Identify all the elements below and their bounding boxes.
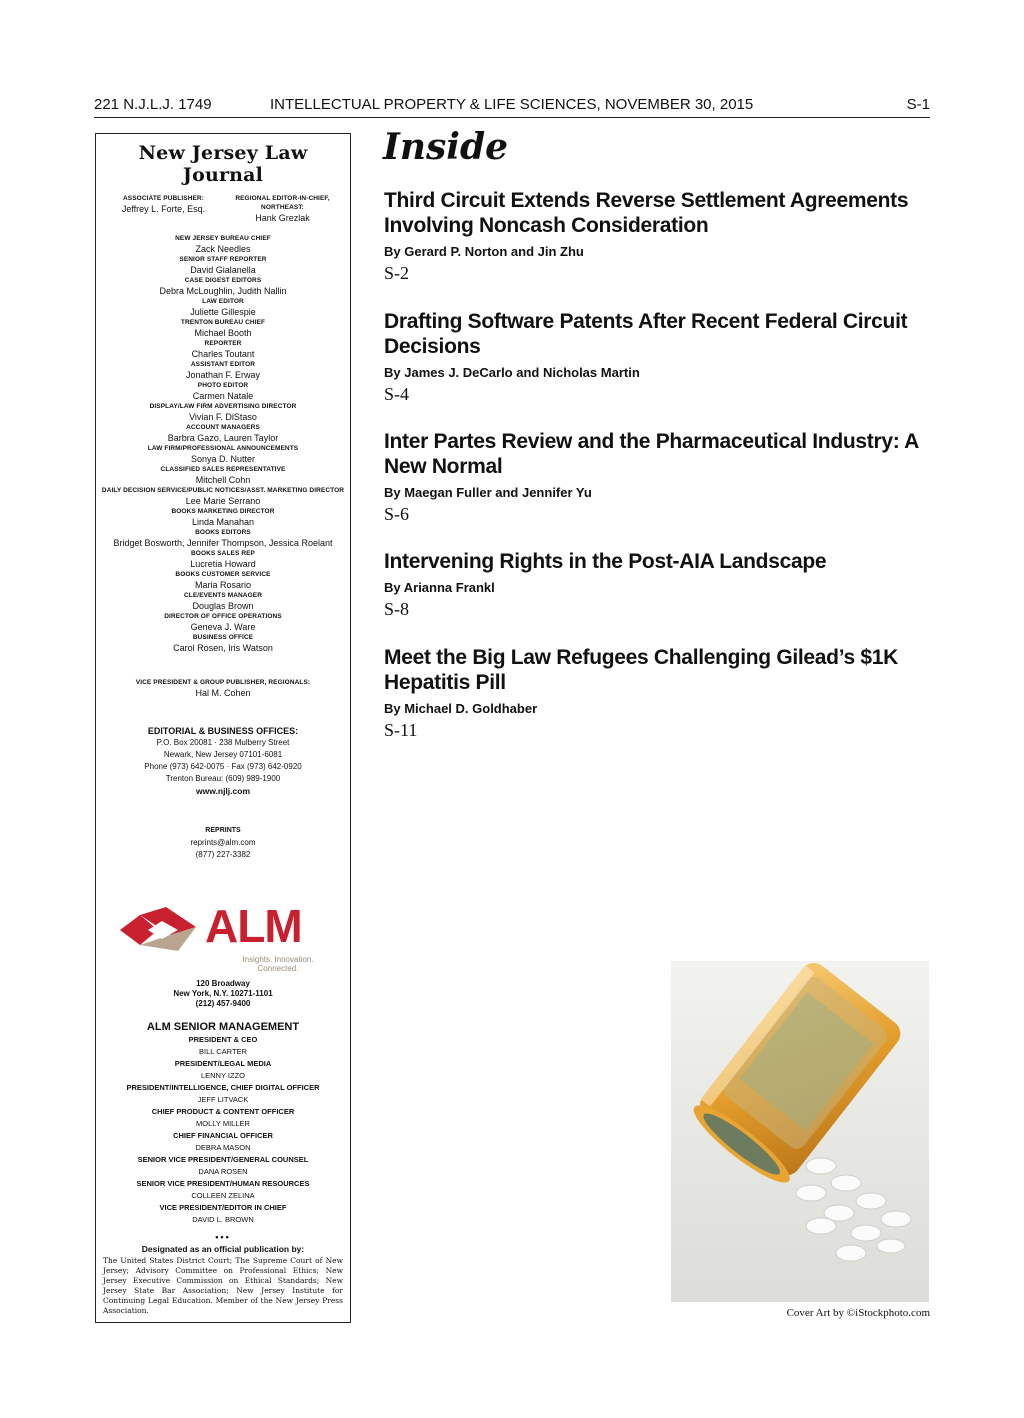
alm-address-line: 120 Broadway: [196, 979, 250, 988]
offices-heading: EDITORIAL & BUSINESS OFFICES:: [147, 726, 299, 736]
alm-address: [96, 979, 350, 1009]
staff-role: BOOKS EDITORS: [195, 529, 251, 536]
article-headline[interactable]: Intervening Rights in the Post-AIA Landscape: [384, 550, 827, 573]
alm-chevron-icon: [118, 905, 208, 955]
staff-role: TRENTON BUREAU CHIEF: [180, 319, 266, 326]
alm-tagline: Insights. Innovation. Connected.: [242, 955, 314, 973]
cover-photo: [671, 961, 929, 1302]
article-page: S-6: [384, 504, 410, 524]
staff-role: DISPLAY/LAW FIRM ADVERTISING DIRECTOR: [149, 403, 297, 410]
management-role: VICE PRESIDENT/EDITOR IN CHIEF: [159, 1203, 287, 1212]
staff-role: CLASSIFIED SALES REPRESENTATIVE: [160, 466, 286, 473]
staff-role: PHOTO EDITOR: [197, 382, 249, 389]
staff-role: ASSISTANT EDITOR: [190, 361, 256, 368]
office-phone-line: Phone (973) 642-0075 · Fax (973) 642-0920: [144, 762, 302, 771]
running-header: [94, 95, 930, 118]
staff-name: Carol Rosen, Iris Watson: [173, 643, 273, 653]
management-name: BILL CARTER: [199, 1047, 247, 1056]
article-entry[interactable]: [384, 309, 940, 405]
staff-name: Linda Manahan: [191, 517, 255, 527]
vp-block: [96, 678, 350, 699]
office-trenton-line: Trenton Bureau: (609) 989-1900: [165, 774, 281, 783]
article-headline[interactable]: Third Circuit Extends Reverse Settlement Agreements Involving Noncash Consideration: [384, 189, 909, 237]
management-name: DEBRA MASON: [195, 1143, 251, 1152]
separator: •••: [215, 1232, 231, 1242]
management-name: DANA ROSEN: [198, 1167, 248, 1176]
website-link[interactable]: www.njlj.com: [196, 786, 250, 796]
staff-name: Geneva J. Ware: [190, 622, 256, 632]
staff-role: CLE/EVENTS MANAGER: [183, 592, 262, 599]
staff-name: Jonathan F. Erway: [185, 370, 261, 380]
designation-text: The United States District Court; The Supreme Court of New Jersey; Advisory Committee on Professional Ethics; New Jersey Executive Commission on Ethical Standards; New Jersey State Bar Association; New Jersey Institute for Continuing Legal Education. Member of the New Jersey Press Association.: [103, 1256, 343, 1315]
reprints-heading: REPRINTS: [205, 827, 241, 834]
alm-wordmark: ALM: [205, 900, 302, 952]
staff-role: DAILY DECISION SERVICE/PUBLIC NOTICES/ASST. MARKETING DIRECTOR: [101, 487, 345, 494]
article-byline: By Michael D. Goldhaber: [384, 701, 538, 716]
article-entry[interactable]: [384, 549, 940, 620]
staff-role: BOOKS MARKETING DIRECTOR: [171, 508, 275, 515]
management-role: CHIEF PRODUCT & CONTENT OFFICER: [151, 1107, 295, 1116]
staff-role: DIRECTOR OF OFFICE OPERATIONS: [164, 613, 282, 620]
page-number: S-1: [906, 96, 930, 113]
staff-name: Maria Rosario: [194, 580, 252, 590]
staff-list: [96, 234, 350, 654]
staff-name: David Gialanella: [190, 265, 256, 275]
alm-logo: [118, 900, 328, 973]
management-name: DAVID L. BROWN: [192, 1215, 254, 1224]
article-headline[interactable]: Drafting Software Patents After Recent Federal Circuit Decisions: [384, 310, 908, 358]
article-entry[interactable]: [384, 429, 940, 525]
publisher-label: ASSOCIATE PUBLISHER:: [123, 195, 204, 202]
alm-phone: (212) 457-9400: [195, 999, 251, 1008]
staff-name: Douglas Brown: [192, 601, 254, 611]
management-role: PRESIDENT & CEO: [188, 1035, 258, 1044]
office-address-line: Newark, New Jersey 07101-6081: [163, 750, 283, 759]
article-page: S-8: [384, 599, 410, 619]
staff-name: Juliette Gillespie: [190, 307, 256, 317]
staff-name: Barbra Gazo, Lauren Taylor: [167, 433, 279, 443]
staff-name: Lee Marie Serrano: [185, 496, 261, 506]
article-page: S-11: [384, 720, 418, 740]
staff-role: LAW FIRM/PROFESSIONAL ANNOUNCEMENTS: [147, 445, 299, 452]
staff-name: Carmen Natale: [192, 391, 254, 401]
article-entry[interactable]: [384, 188, 940, 284]
vp-label: VICE PRESIDENT & GROUP PUBLISHER, REGIONALS:: [135, 679, 311, 686]
staff-name: Vivian F. DiStaso: [189, 412, 257, 422]
editor-label: REGIONAL EDITOR-IN-CHIEF, NORTHEAST:: [235, 195, 330, 211]
management-role: SENIOR VICE PRESIDENT/GENERAL COUNSEL: [137, 1155, 309, 1164]
reprints-email[interactable]: reprints@alm.com: [190, 838, 256, 847]
article-headline[interactable]: Inter Partes Review and the Pharmaceutical Industry: A New Normal: [384, 430, 919, 478]
cover-credit: Cover Art by ©iStockphoto.com: [786, 1307, 930, 1319]
management-name: LENNY IZZO: [200, 1071, 246, 1080]
offices-block: [96, 725, 350, 797]
article-byline: By Gerard P. Norton and Jin Zhu: [384, 244, 584, 259]
masthead: [95, 133, 351, 1323]
volume-citation: 221 N.J.L.J. 1749: [94, 96, 212, 113]
management-role: PRESIDENT/LEGAL MEDIA: [174, 1059, 272, 1068]
reprints-block: [96, 825, 350, 861]
staff-role: LAW EDITOR: [202, 298, 244, 305]
staff-role: BUSINESS OFFICE: [192, 634, 254, 641]
designation-heading: Designated as an official publication by:: [141, 1244, 305, 1254]
management-role: PRESIDENT/INTELLIGENCE, CHIEF DIGITAL OFFICER: [126, 1083, 320, 1092]
staff-role: REPORTER: [204, 340, 242, 347]
editor-name: Hank Grezlak: [255, 213, 310, 223]
article-byline: By Maegan Fuller and Jennifer Yu: [384, 485, 592, 500]
staff-name: Mitchell Cohn: [195, 475, 251, 485]
inside-title: Inside: [383, 126, 509, 168]
staff-role: BOOKS CUSTOMER SERVICE: [175, 571, 271, 578]
reprints-phone: (877) 227-3382: [195, 850, 251, 859]
staff-role: BOOKS SALES REP: [191, 550, 255, 557]
staff-name: Bridget Bosworth, Jennifer Thompson, Jessica Roelant: [113, 538, 333, 548]
vp-name: Hal M. Cohen: [195, 688, 251, 698]
staff-role: ACCOUNT MANAGERS: [186, 424, 260, 431]
publisher-row: [96, 194, 350, 224]
article-page: S-4: [384, 384, 410, 404]
senior-management: [96, 1021, 350, 1226]
staff-role: CASE DIGEST EDITORS: [184, 277, 262, 284]
management-role: CHIEF FINANCIAL OFFICER: [173, 1131, 273, 1140]
article-entry[interactable]: [384, 645, 940, 741]
management-name: JEFF LITVACK: [197, 1095, 249, 1104]
office-address-line: P.O. Box 20081 · 238 Mulberry Street: [156, 738, 290, 747]
publisher-name: Jeffrey L. Forte, Esq.: [121, 204, 206, 214]
staff-name: Zack Needles: [195, 244, 251, 254]
management-role: SENIOR VICE PRESIDENT/HUMAN RESOURCES: [136, 1179, 310, 1188]
management-heading: ALM SENIOR MANAGEMENT: [146, 1021, 300, 1033]
staff-name: Charles Toutant: [191, 349, 255, 359]
management-name: COLLEEN ZELINA: [191, 1191, 255, 1200]
alm-address-line: New York, N.Y. 10271-1101: [173, 989, 273, 998]
staff-name: Debra McLoughlin, Judith Nallin: [159, 286, 287, 296]
njlj-logo: New Jersey Law Journal: [138, 142, 308, 186]
article-byline: By Arianna Frankl: [384, 580, 495, 595]
article-page: S-2: [384, 263, 410, 283]
management-name: MOLLY MILLER: [196, 1119, 250, 1128]
staff-name: Lucretia Howard: [190, 559, 256, 569]
staff-name: Sonya D. Nutter: [190, 454, 256, 464]
section-title: INTELLECTUAL PROPERTY & LIFE SCIENCES, NOVEMBER 30, 2015: [270, 96, 754, 113]
publisher-block: [104, 194, 223, 224]
article-headline[interactable]: Meet the Big Law Refugees Challenging Gilead’s $1K Hepatitis Pill: [384, 646, 898, 694]
editor-block: [223, 194, 342, 224]
staff-role: SENIOR STAFF REPORTER: [179, 256, 267, 263]
staff-role: NEW JERSEY BUREAU CHIEF: [175, 235, 271, 242]
staff-name: Michael Booth: [194, 328, 252, 338]
pill-bottle-illustration: [671, 961, 929, 1302]
management-list: [96, 1034, 350, 1226]
article-byline: By James J. DeCarlo and Nicholas Martin: [384, 365, 640, 380]
